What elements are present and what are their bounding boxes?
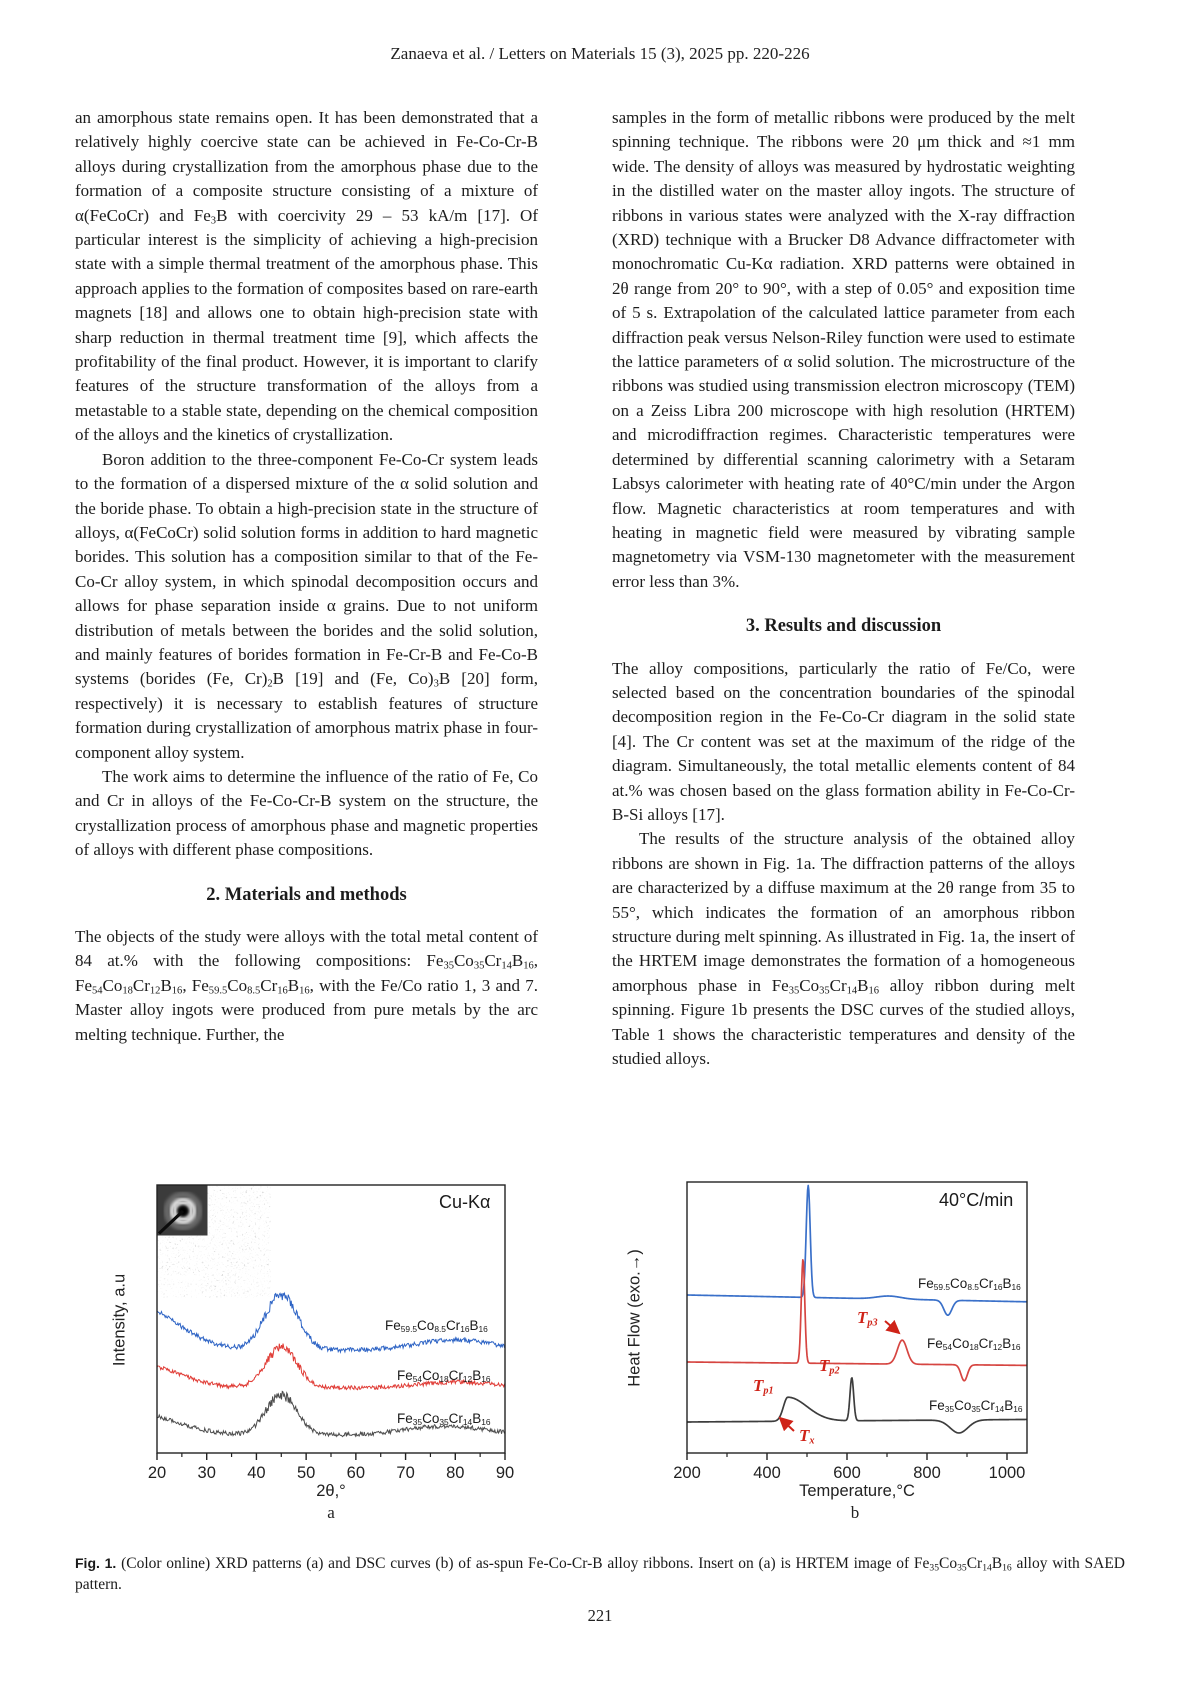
tick-label: 60 xyxy=(346,1464,366,1482)
temperature-annotation: $T_x$ xyxy=(799,1426,815,1447)
dsc-curve xyxy=(687,1378,1027,1433)
tick-label: 400 xyxy=(753,1464,781,1482)
paragraph: Boron addition to the three-component Fe-Co-Cr system leads to the formation of a dispersed mixture of the α solid solution and the boride phase. To obtain a high-precision state in the structure of alloys, α(FeCoCr) solid solution forms in addition to hard magnetic borides. This solution has a composition similar to that of the Fe-Co-Cr alloy system, in which spinodal decomposition occurs and allows for phase separation inside α grains. Due to not uniform distribution of metals between the borides and the solid solution, and mainly features of borides formation in Fe-Cr-B and Fe-Co-B systems (borides (Fe, $Cr)_2B$ [19] and (Fe, $Co)_3B$ [20] form, respectively) it is necessary to establish features of structure formation during crystallization of amorphous matrix phase in four-component alloy system. xyxy=(75,449,538,762)
figure-caption xyxy=(75,1553,1125,1596)
xrd-curve xyxy=(157,1391,505,1436)
curve-label: $Fe_{54}Co_{18}Cr_{12}B_{16}$ xyxy=(927,1336,1021,1353)
tick-label: 70 xyxy=(396,1464,415,1482)
paragraph: The objects of the study were alloys with the total metal content of 84 at.% with the following compositions: $Fe_{35}Co_{35}Cr_{14}B_{16}$, $Fe_{54}Co_{18}Cr_{12}B_{16}$, $Fe_{59.5}Co_{8.5}Cr_{16}B_{16}$, with the Fe/Co ratio 1, 3 and 7. Master alloy ingots were produced from pure metals by the arc melting technique. Further, the xyxy=(75,927,538,1044)
xrd-plot xyxy=(100,1170,545,1515)
curve-label: $Fe_{35}Co_{35}Cr_{14}B_{16}$ xyxy=(397,1411,491,1428)
scale-bar xyxy=(166,1276,203,1279)
tick-label: 90 xyxy=(495,1464,515,1482)
tick-label: 200 xyxy=(673,1464,701,1482)
subfigure-label-b: b xyxy=(850,1503,860,1522)
dsc-plot xyxy=(617,1170,1077,1515)
dsc-chart-canvas xyxy=(617,1170,1077,1515)
tick-label: 1000 xyxy=(988,1464,1026,1482)
tick-label: 20 xyxy=(147,1464,167,1482)
temperature-annotation: $T_{p3}$ xyxy=(857,1308,878,1329)
curve-label: $Fe_{35}Co_{35}Cr_{14}B_{16}$ xyxy=(929,1398,1023,1415)
tick-label: 30 xyxy=(197,1464,216,1482)
figure-caption-text: (Color online) XRD patterns (a) and DSC curves (b) of as-spun Fe-Co-Cr-B alloy ribbons. Insert on (a) is HRTEM image of $Fe_{35}Co_{35}Cr_{14}B_{16}$ alloy with SAED pattern. xyxy=(75,1554,1125,1593)
subfigure-label-a: a xyxy=(327,1503,335,1522)
curve-label: $Fe_{59.5}Co_{8.5}Cr_{16}B_{16}$ xyxy=(918,1276,1021,1293)
paragraph: The alloy compositions, particularly the ratio of Fe/Co, were selected based on the concentration boundaries of the spinodal decomposition region in the Fe-Co-Cr diagram in the solid state [4]. The Cr content was set at the maximum of the ridge of the diagram. Simultaneously, the total metallic elements content of 84 at.% was chosen based on the glass formation ability in Fe-Co-Cr-B-Si alloys [17]. xyxy=(612,658,1075,824)
annotation-arrow xyxy=(780,1418,794,1431)
right-column xyxy=(612,106,1075,1071)
xrd-y-axis-label: Intensity, a.u xyxy=(110,1273,129,1367)
dsc-y-axis-label: Heat Flow (exo.→) xyxy=(625,1249,644,1387)
xrd-chart-canvas xyxy=(100,1170,545,1515)
dsc-curve xyxy=(687,1260,1027,1381)
temperature-annotation: $T_{p1}$ xyxy=(753,1376,774,1397)
plot-frame xyxy=(687,1182,1027,1453)
curve-label: $Fe_{59.5}Co_{8.5}Cr_{16}B_{16}$ xyxy=(385,1318,488,1335)
running-header: Zanaeva et al. / Letters on Materials 15 (3), 2025 pp. 220-226 xyxy=(390,44,810,63)
annotation-arrow xyxy=(885,1321,899,1333)
section-heading-results: 3. Results and discussion xyxy=(745,616,942,637)
hrtem-inset xyxy=(158,1186,271,1298)
two-column-body xyxy=(75,106,1125,1071)
paragraph: The results of the structure analysis of the obtained alloy ribbons are shown in Fig. 1a. The diffraction patterns of the alloys are characterized by a diffuse maximum at the 2θ range from 35 to 55°, which indicates the formation of an amorphous ribbon structure during melt spinning. As illustrated in Fig. 1a, the insert of the HRTEM image demonstrates the formation of a homogeneous amorphous phase in $Fe_{35}Co_{35}Cr_{14}B_{16}$ alloy ribbon during melt spinning. Figure 1b presents the DSC curves of the studied alloys, Table 1 shows the characteristic temperatures and density of the studied alloys. xyxy=(612,829,1075,1069)
figure-1 xyxy=(0,1170,1200,1522)
tick-label: 80 xyxy=(446,1464,465,1482)
paragraph: The work aims to determine the influence of the ratio of Fe, Co and Cr in alloys of the Fe-Co-Cr-B system on the structure, the crystallization process of amorphous phase and magnetic properties of alloys with different phase compositions. xyxy=(75,766,538,860)
saed-pattern-inset xyxy=(158,1186,208,1236)
xrd-curve xyxy=(157,1293,505,1352)
figure-caption-label: Fig. 1. xyxy=(75,1554,117,1571)
heating-rate-label: 40°C/min xyxy=(939,1190,1014,1210)
curve-label: $Fe_{54}Co_{18}Cr_{12}B_{16}$ xyxy=(397,1368,491,1385)
paragraph: samples in the form of metallic ribbons were produced by the melt spinning technique. The ribbons were 20 μm thick and ≈1 mm wide. The density of alloys was measured by hydrostatic weighting in the distilled water on the master alloy ingots. The structure of ribbons in various states were analyzed with the X-ray diffraction (XRD) technique with a Brucker D8 Advance diffractometer with monochromatic Cu-Kα radiation. XRD patterns were obtained in 2θ range from 20° to 90°, with a step of 0.05° and exposition time of 5 s. Extrapolation of the calculated lattice parameter from each diffraction peak versus Nelson-Riley function were used to estimate the lattice parameters of α solid solution. The microstructure of the ribbons was studied using transmission electron microscopy (TEM) on a Zeiss Libra 200 microscope with high resolution (HRTEM) and microdiffraction regimes. Characteristic temperatures were determined by differential scanning calorimetry with a Setaram Labsys calorimeter with heating rate of 40°C/min under the Argon flow. Magnetic characteristics at room temperatures and with heating in magnetic field were measured by vibrating sample magnetometry via VSM-130 magnetometer with the measurement error less than 3%. xyxy=(612,108,1075,591)
xrd-x-axis-label: 2θ,° xyxy=(316,1482,346,1500)
tick-label: 40 xyxy=(247,1464,266,1482)
dsc-curve xyxy=(687,1185,1027,1315)
tick-label: 50 xyxy=(296,1464,316,1482)
page-number: 221 xyxy=(587,1606,613,1625)
section-heading-materials: 2. Materials and methods xyxy=(206,884,407,905)
dsc-x-axis-label: Temperature,°C xyxy=(799,1482,915,1500)
radiation-label: Cu-Kα xyxy=(439,1192,491,1212)
tick-label: 800 xyxy=(913,1464,941,1482)
paragraph: an amorphous state remains open. It has been demonstrated that a relatively highly coercive state can be achieved in Fe-Co-Cr-B alloys during crystallization from the amorphous phase due to the formation of a composite structure consisting of a mixture of α(FeCoCr) and $Fe_3B$ with coercivity 29 – 53 kA/m [17]. Of particular interest is the simplicity of achieving a high-precision state with a simple thermal treatment of the amorphous phase. This approach applies to the formation of composites based on rare-earth magnets [18] and allows one to obtain high-precision state with sharp reduction in thermal treatment time [9], which affects the profitability of the final product. However, it is important to clarify features of the structure transformation of the alloys from a metastable to a stable state, depending on the chemical composition of the alloys and the kinetics of crystallization. xyxy=(75,108,538,445)
left-column xyxy=(75,106,538,1071)
scale-bar-label: 10 nm xyxy=(166,1284,200,1296)
tick-label: 600 xyxy=(833,1464,861,1482)
temperature-annotation: $T_{p2}$ xyxy=(819,1356,840,1377)
